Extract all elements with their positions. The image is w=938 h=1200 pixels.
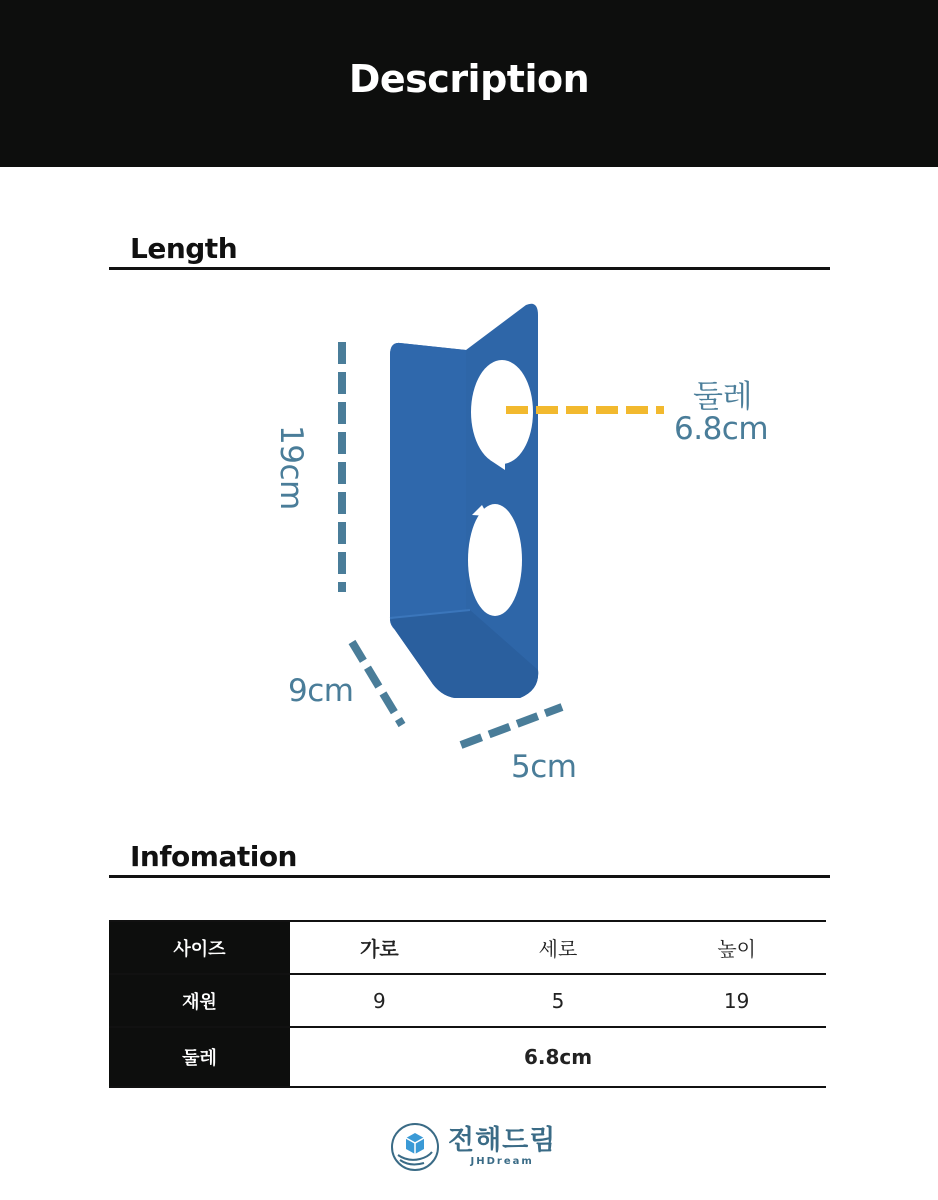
cell-depth-label: 세로 <box>469 921 648 974</box>
length-section-rule <box>109 267 830 270</box>
height-label: 19cm <box>273 425 309 510</box>
table-row <box>109 921 826 974</box>
table-row <box>109 974 826 1027</box>
length-section-title: Length <box>130 232 238 265</box>
cell-width-value: 9 <box>290 974 469 1027</box>
product-illustration <box>0 280 938 800</box>
cell-depth-value: 5 <box>469 974 648 1027</box>
brand-logo <box>390 1122 556 1172</box>
logo-name: 전해드림 <box>448 1125 557 1157</box>
box-hands-icon <box>390 1122 440 1172</box>
logo-subtitle: JHDream <box>470 1155 534 1167</box>
page-header <box>0 0 938 167</box>
depth-dimension-line <box>352 642 402 725</box>
info-section-rule <box>109 875 830 878</box>
bookend-product <box>390 304 538 698</box>
cell-height-label: 높이 <box>647 921 826 974</box>
page-title: Description <box>348 56 590 101</box>
width-dimension-line <box>461 707 562 745</box>
width-label: 5cm <box>511 749 577 785</box>
table-row <box>109 1027 826 1087</box>
product-diagram <box>0 280 938 800</box>
row-header-circumference: 둘레 <box>109 1027 290 1087</box>
cell-circumference-value: 6.8cm <box>290 1027 826 1087</box>
circumference-label-title: 둘레 <box>693 379 752 415</box>
row-header-size: 사이즈 <box>109 921 290 974</box>
circumference-label-value: 6.8cm <box>674 411 769 447</box>
cell-width-label: 가로 <box>290 921 469 974</box>
spec-table <box>109 920 826 1088</box>
depth-label: 9cm <box>288 673 354 709</box>
row-header-spec: 재원 <box>109 974 290 1027</box>
info-section-title: Infomation <box>130 840 297 873</box>
cell-height-value: 19 <box>647 974 826 1027</box>
